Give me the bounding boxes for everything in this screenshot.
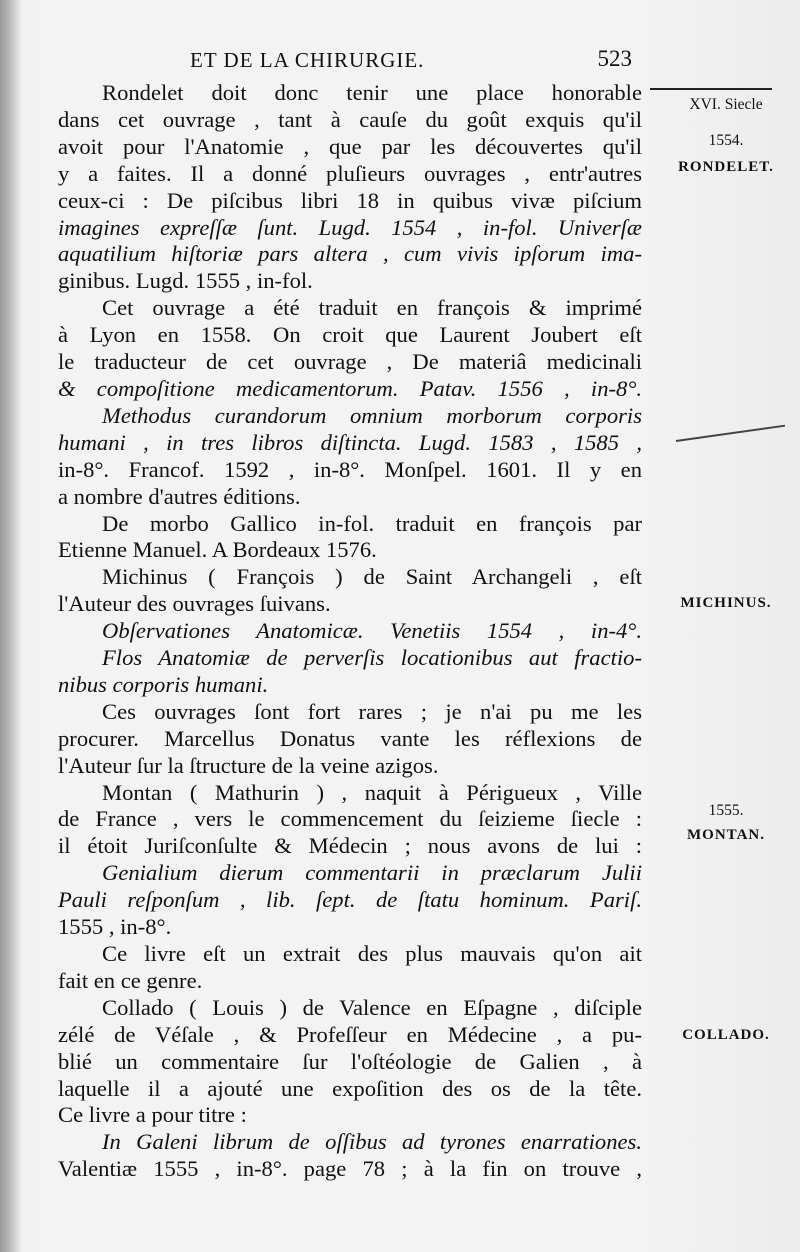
text-line: Pauli reſponſum , lib. ſept. de ſtatu hominum. Pariſ. — [58, 887, 642, 913]
text-line: a nombre d'autres éditions. — [58, 483, 301, 509]
text-line: Ce livre eſt un extrait des plus mauvais qu'on ait — [102, 941, 642, 966]
body-text — [58, 80, 642, 1183]
text-line: l'Auteur ſur la ſtructure de la veine azigos. — [58, 752, 439, 778]
margin-note-montan: MONTAN. — [687, 827, 765, 843]
text-line: dans cet ouvrage , tant à cauſe du goût exquis qu'il — [58, 106, 642, 132]
margin-rule — [650, 88, 772, 90]
text-line: nibus corporis humani. — [58, 671, 269, 697]
running-head: ET DE LA CHIRURGIE. — [190, 48, 425, 72]
margin-note-collado: COLLADO. — [682, 1027, 770, 1043]
page-header — [190, 48, 640, 82]
gutter-shadow — [0, 0, 22, 1252]
text-line: Methodus curandorum omnium morborum corporis — [102, 402, 642, 428]
text-line: l'Auteur des ouvrages ſuivans. — [58, 591, 331, 617]
text-line: de France , vers le commencement du ſeizieme ſiecle : — [58, 806, 642, 832]
text-line: Obſervationes Anatomicæ. Venetiis 1554 , in-4°. — [102, 618, 642, 644]
text-line: procurer. Marcellus Donatus vante les réflexions de — [58, 725, 642, 751]
text-line: à Lyon en 1558. On croit que Laurent Joubert eſt — [58, 322, 642, 348]
text-line: Montan ( Mathurin ) , naquit à Périgueux , Ville — [102, 779, 642, 805]
text-line: ginibus. Lugd. 1555 , in-fol. — [58, 268, 313, 294]
text-line: & compoſitione medicamentorum. Patav. 1556 , in-8°. — [58, 375, 642, 401]
text-line: Cet ouvrage a été traduit en françois & imprimé — [102, 295, 642, 321]
text-line: humani , in tres libros diſtincta. Lugd. 1583 , 1585 , — [58, 429, 642, 455]
text-line: avoit pour l'Anatomie , que par les découvertes qu'il — [58, 133, 642, 159]
text-line: le traducteur de cet ouvrage , De materiâ medicinali — [58, 349, 642, 375]
margin-note-century: XVI. Siecle — [689, 96, 763, 113]
text-line: Etienne Manuel. A Bordeaux 1576. — [58, 537, 377, 563]
margin-note-year-1555: 1555. — [708, 802, 744, 819]
text-line: blié un commentaire ſur l'oſtéologie de Galien , à — [58, 1048, 642, 1074]
text-line: Ces ouvrages ſont fort rares ; je n'ai pu me les — [102, 698, 642, 724]
margin-note-year-1554: 1554. — [708, 132, 744, 149]
text-line: imagines expreſſæ ſunt. Lugd. 1554 , in-fol. Univerſæ — [58, 214, 642, 240]
page-number: 523 — [597, 46, 632, 71]
text-line: Valentiæ 1555 , in-8°. page 78 ; à la fin on trouve , — [58, 1156, 642, 1182]
text-line: Flos Anatomiæ de perverſis locationibus aut fractio- — [102, 645, 642, 671]
text-line: aquatilium hiſtoriæ pars altera , cum vivis ipſorum ima- — [58, 241, 642, 267]
text-line: y a faites. Il a donné pluſieurs ouvrages , entr'autres — [58, 160, 642, 186]
text-line: De morbo Gallico in-fol. traduit en françois par — [102, 510, 642, 536]
text-line: Collado ( Louis ) de Valence en Eſpagne , diſciple — [102, 994, 642, 1020]
text-line: il étoit Juriſconſulte & Médecin ; nous avons de lui : — [58, 833, 642, 859]
margin-note-rondelet: RONDELET. — [678, 159, 774, 175]
margin-scratch-mark — [676, 425, 785, 442]
text-line: Michinus ( François ) de Saint Archangeli , eſt — [102, 564, 642, 590]
text-line: fait en ce genre. — [58, 967, 203, 993]
text-line: Genialium dierum commentarii in præclarum Julii — [102, 860, 642, 886]
margin-note-michinus: MICHINUS. — [680, 595, 772, 611]
text-line: laquelle il a ajouté une expoſition des os de la tête. — [58, 1075, 642, 1101]
text-line: In Galeni librum de oſſibus ad tyrones enarrationes. — [102, 1129, 642, 1155]
text-line: Rondelet doit donc tenir une place honorable — [102, 80, 642, 105]
text-line: zélé de Véſale , & Profeſſeur en Médecine , a pu- — [58, 1021, 642, 1047]
text-line: Ce livre a pour titre : — [58, 1102, 247, 1128]
text-line: ceux-ci : De piſcibus libri 18 in quibus vivæ piſcium — [58, 187, 642, 213]
text-line: 1555 , in-8°. — [58, 914, 172, 940]
text-line: in-8°. Francof. 1592 , in-8°. Monſpel. 1601. Il y en — [58, 456, 642, 482]
